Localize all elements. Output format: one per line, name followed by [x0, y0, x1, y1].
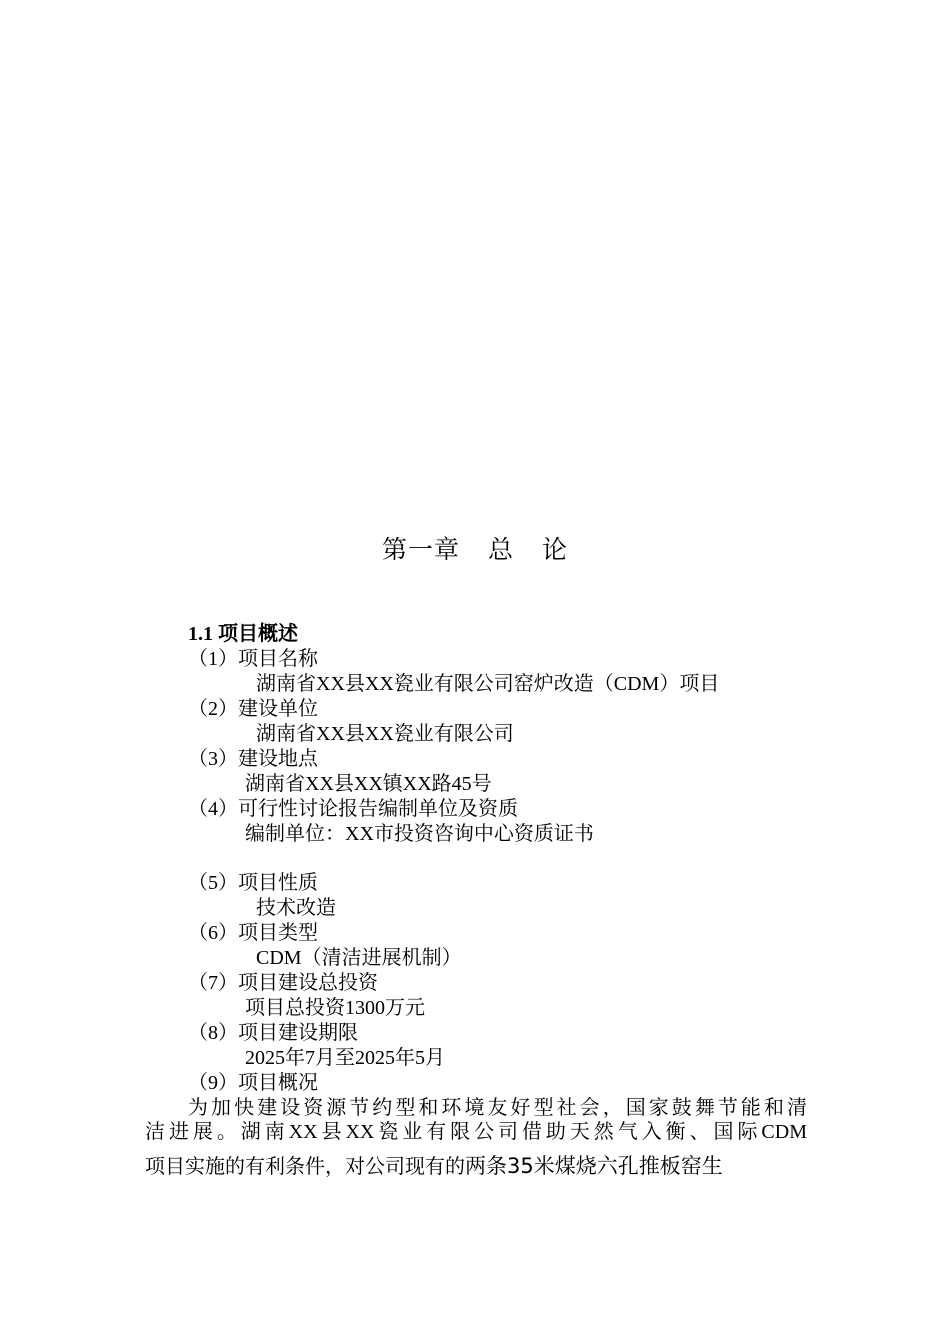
paragraph-line-2: 洁进展。湖南XX县XX瓷业有限公司借助天然气入衡、国际CDM — [145, 1121, 807, 1143]
overview-paragraph — [145, 1096, 807, 1179]
chapter-title-char-1: 总 — [487, 535, 514, 564]
item-label-2: （2）建设单位 — [188, 698, 318, 720]
item-label-4: （4）可行性讨论报告编制单位及资质 — [188, 798, 518, 820]
item-label-7: （7）项目建设总投资 — [188, 972, 378, 994]
paragraph-line-3 — [145, 1154, 807, 1179]
item-value-2: 湖南省XX县XX瓷业有限公司 — [256, 723, 514, 745]
item-label-1: （1）项目名称 — [188, 648, 318, 670]
paragraph-line-3-start: 项目实施的有利条件，对公司现有的 — [145, 1156, 465, 1178]
item-value-6: CDM（清洁进展机制） — [256, 947, 462, 969]
item-value-5: 技术改造 — [256, 897, 336, 919]
chapter-title-char-2: 论 — [542, 535, 569, 564]
item-value-4: 编制单位：XX市投资咨询中心资质证书 — [245, 823, 594, 845]
item-value-1: 湖南省XX县XX瓷业有限公司窑炉改造（CDM）项目 — [256, 673, 720, 695]
section-heading: 1.1 项目概述 — [188, 623, 298, 645]
item-label-3: （3）建设地点 — [188, 748, 318, 770]
item-value-7: 项目总投资1300万元 — [245, 997, 425, 1019]
item-label-5: （5）项目性质 — [188, 872, 318, 894]
item-label-9: （9）项目概况 — [188, 1072, 318, 1094]
chapter-title — [0, 530, 950, 566]
paragraph-line-1: 为加快建设资源节约型和环境友好型社会，国家鼓舞节能和清 — [188, 1097, 807, 1119]
item-label-6: （6）项目类型 — [188, 922, 318, 944]
item-value-3: 湖南省XX县XX镇XX路45号 — [245, 773, 492, 795]
paragraph-line-3-end: 两条35米煤烧六孔推板窑生 — [465, 1154, 723, 1178]
item-label-8: （8）项目建设期限 — [188, 1022, 358, 1044]
chapter-number: 第一章 — [381, 535, 460, 564]
item-value-8: 2025年7月至2025年5月 — [245, 1047, 445, 1069]
